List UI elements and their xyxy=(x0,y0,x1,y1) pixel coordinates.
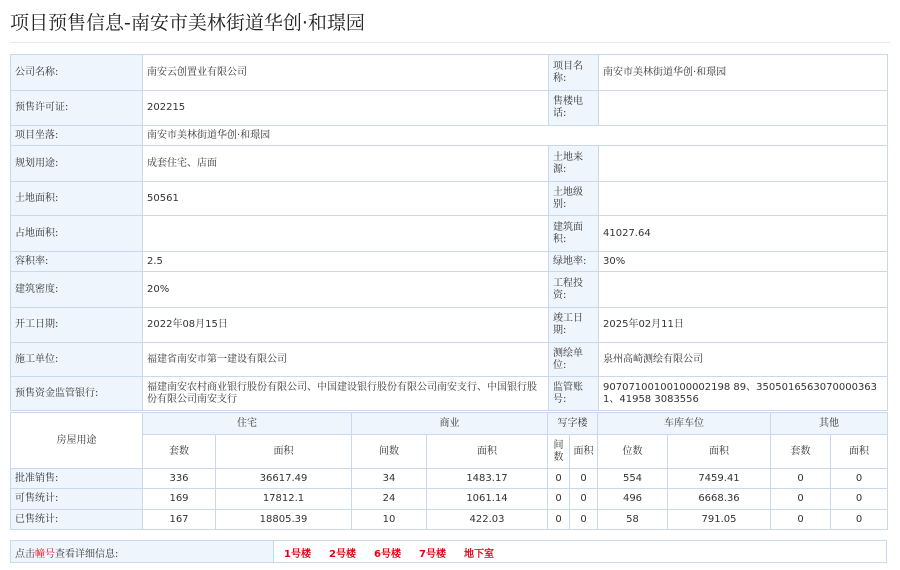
group-header-row xyxy=(11,413,888,435)
completion-date-label: 竣工日期: xyxy=(549,308,599,343)
building-area-label: 建筑面积: xyxy=(549,216,599,252)
building-link-1[interactable]: 1号楼 xyxy=(284,549,311,560)
escrow-bank-value: 福建南安农村商业银行股份有限公司、中国建设银行股份有限公司南安支行、中国银行股份有限公司南安支行 xyxy=(143,377,549,411)
green-ratio-value: 30% xyxy=(599,252,888,272)
info-row xyxy=(11,377,888,411)
table-cell: 34 xyxy=(352,469,427,489)
info-row xyxy=(11,146,888,182)
office-area-header: 面积 xyxy=(570,435,598,469)
land-source-label: 土地来源: xyxy=(549,146,599,182)
table-cell: 0 xyxy=(548,469,570,489)
table-cell: 167 xyxy=(143,510,216,530)
escrow-bank-label: 预售资金监管银行: xyxy=(11,377,143,411)
building-links xyxy=(273,541,886,562)
info-row xyxy=(11,182,888,216)
sold-stats-label: 已售统计: xyxy=(11,510,143,530)
approved-sales-label: 批准销售: xyxy=(11,469,143,489)
footprint-area-value xyxy=(143,216,549,252)
table-row xyxy=(11,510,888,530)
land-grade-value xyxy=(599,182,888,216)
contractor-label: 施工单位: xyxy=(11,343,143,377)
land-area-label: 土地面积: xyxy=(11,182,143,216)
completion-date-value: 2025年02月11日 xyxy=(599,308,888,343)
title-divider xyxy=(10,42,890,43)
sub-header-row xyxy=(11,435,888,469)
table-cell: 36617.49 xyxy=(216,469,352,489)
residential-header: 住宅 xyxy=(143,413,352,435)
table-cell: 0 xyxy=(548,510,570,530)
start-date-label: 开工日期: xyxy=(11,308,143,343)
contractor-value: 福建省南安市第一建设有限公司 xyxy=(143,343,549,377)
table-cell: 0 xyxy=(771,489,831,510)
building-density-label: 建筑密度: xyxy=(11,272,143,308)
project-name-value: 南安市美林街道华创·和璟园 xyxy=(599,55,888,91)
commercial-count-header: 间数 xyxy=(352,435,427,469)
project-investment-label: 工程投资: xyxy=(549,272,599,308)
sales-phone-value xyxy=(599,91,888,126)
sales-statistics-table xyxy=(10,412,888,530)
table-cell: 169 xyxy=(143,489,216,510)
plot-ratio-value: 2.5 xyxy=(143,252,549,272)
escrow-account-value: 90707100100100002198 89、35050165630700003631、41958 3083556 xyxy=(599,377,888,411)
info-row xyxy=(11,126,888,146)
company-name-label: 公司名称: xyxy=(11,55,143,91)
commercial-area-header: 面积 xyxy=(427,435,548,469)
table-cell: 24 xyxy=(352,489,427,510)
land-area-value: 50561 xyxy=(143,182,549,216)
table-cell: 0 xyxy=(570,510,598,530)
table-cell: 422.03 xyxy=(427,510,548,530)
company-name-value: 南安云创置业有限公司 xyxy=(143,55,549,91)
table-cell: 0 xyxy=(831,510,888,530)
table-cell: 6668.36 xyxy=(668,489,771,510)
usage-header: 房屋用途 xyxy=(11,413,143,469)
presale-permit-label: 预售许可证: xyxy=(11,91,143,126)
table-cell: 0 xyxy=(771,510,831,530)
table-cell: 0 xyxy=(548,489,570,510)
parking-count-header: 位数 xyxy=(598,435,668,469)
info-row xyxy=(11,252,888,272)
project-location-value: 南安市美林街道华创·和璟园 xyxy=(143,126,888,146)
land-grade-label: 土地级别: xyxy=(549,182,599,216)
project-info-table xyxy=(10,54,888,411)
start-date-value: 2022年08月15日 xyxy=(143,308,549,343)
project-name-label: 项目名称: xyxy=(549,55,599,91)
other-area-header: 面积 xyxy=(831,435,888,469)
prompt-highlight: 幢号 xyxy=(35,549,55,560)
table-row xyxy=(11,469,888,489)
green-ratio-label: 绿地率: xyxy=(549,252,599,272)
building-density-value: 20% xyxy=(143,272,549,308)
page-title: 项目预售信息-南安市美林街道华创·和璟园 xyxy=(10,12,365,34)
building-area-value: 41027.64 xyxy=(599,216,888,252)
info-row xyxy=(11,55,888,91)
table-cell: 0 xyxy=(771,469,831,489)
info-row xyxy=(11,308,888,343)
info-row xyxy=(11,343,888,377)
prompt-suffix: 查看详细信息: xyxy=(55,549,119,560)
building-link-7[interactable]: 7号楼 xyxy=(419,549,446,560)
table-cell: 17812.1 xyxy=(216,489,352,510)
plot-ratio-label: 容积率: xyxy=(11,252,143,272)
planned-use-label: 规划用途: xyxy=(11,146,143,182)
table-cell: 336 xyxy=(143,469,216,489)
project-investment-value xyxy=(599,272,888,308)
building-links-prompt xyxy=(15,545,118,560)
table-cell: 18805.39 xyxy=(216,510,352,530)
table-cell: 7459.41 xyxy=(668,469,771,489)
building-link-2[interactable]: 2号楼 xyxy=(329,549,356,560)
table-cell: 0 xyxy=(831,469,888,489)
project-location-label: 项目坐落: xyxy=(11,126,143,146)
table-cell: 1483.17 xyxy=(427,469,548,489)
residential-count-header: 套数 xyxy=(143,435,216,469)
sales-phone-label: 售楼电话: xyxy=(549,91,599,126)
table-cell: 0 xyxy=(570,489,598,510)
prompt-prefix: 点击 xyxy=(15,549,35,560)
other-header: 其他 xyxy=(771,413,888,435)
info-row xyxy=(11,216,888,252)
planned-use-value: 成套住宅、店面 xyxy=(143,146,549,182)
building-link-6[interactable]: 6号楼 xyxy=(374,549,401,560)
table-cell: 496 xyxy=(598,489,668,510)
presale-permit-value: 202215 xyxy=(143,91,549,126)
escrow-account-label: 监管账号: xyxy=(549,377,599,411)
office-count-header: 间数 xyxy=(548,435,570,469)
footprint-area-label: 占地面积: xyxy=(11,216,143,252)
table-cell: 10 xyxy=(352,510,427,530)
residential-area-header: 面积 xyxy=(216,435,352,469)
info-row xyxy=(11,272,888,308)
other-count-header: 套数 xyxy=(771,435,831,469)
surveyor-value: 泉州高崎测绘有限公司 xyxy=(599,343,888,377)
office-header: 写字楼 xyxy=(548,413,598,435)
table-row xyxy=(11,489,888,510)
table-cell: 0 xyxy=(831,489,888,510)
table-cell: 58 xyxy=(598,510,668,530)
info-row xyxy=(11,91,888,126)
parking-header: 车库车位 xyxy=(598,413,771,435)
commercial-header: 商业 xyxy=(352,413,548,435)
land-source-value xyxy=(599,146,888,182)
building-links-bar xyxy=(10,540,887,563)
parking-area-header: 面积 xyxy=(668,435,771,469)
building-link-basement[interactable]: 地下室 xyxy=(464,549,494,560)
available-stats-label: 可售统计: xyxy=(11,489,143,510)
surveyor-label: 测绘单位: xyxy=(549,343,599,377)
table-cell: 791.05 xyxy=(668,510,771,530)
table-cell: 554 xyxy=(598,469,668,489)
table-cell: 1061.14 xyxy=(427,489,548,510)
table-cell: 0 xyxy=(570,469,598,489)
